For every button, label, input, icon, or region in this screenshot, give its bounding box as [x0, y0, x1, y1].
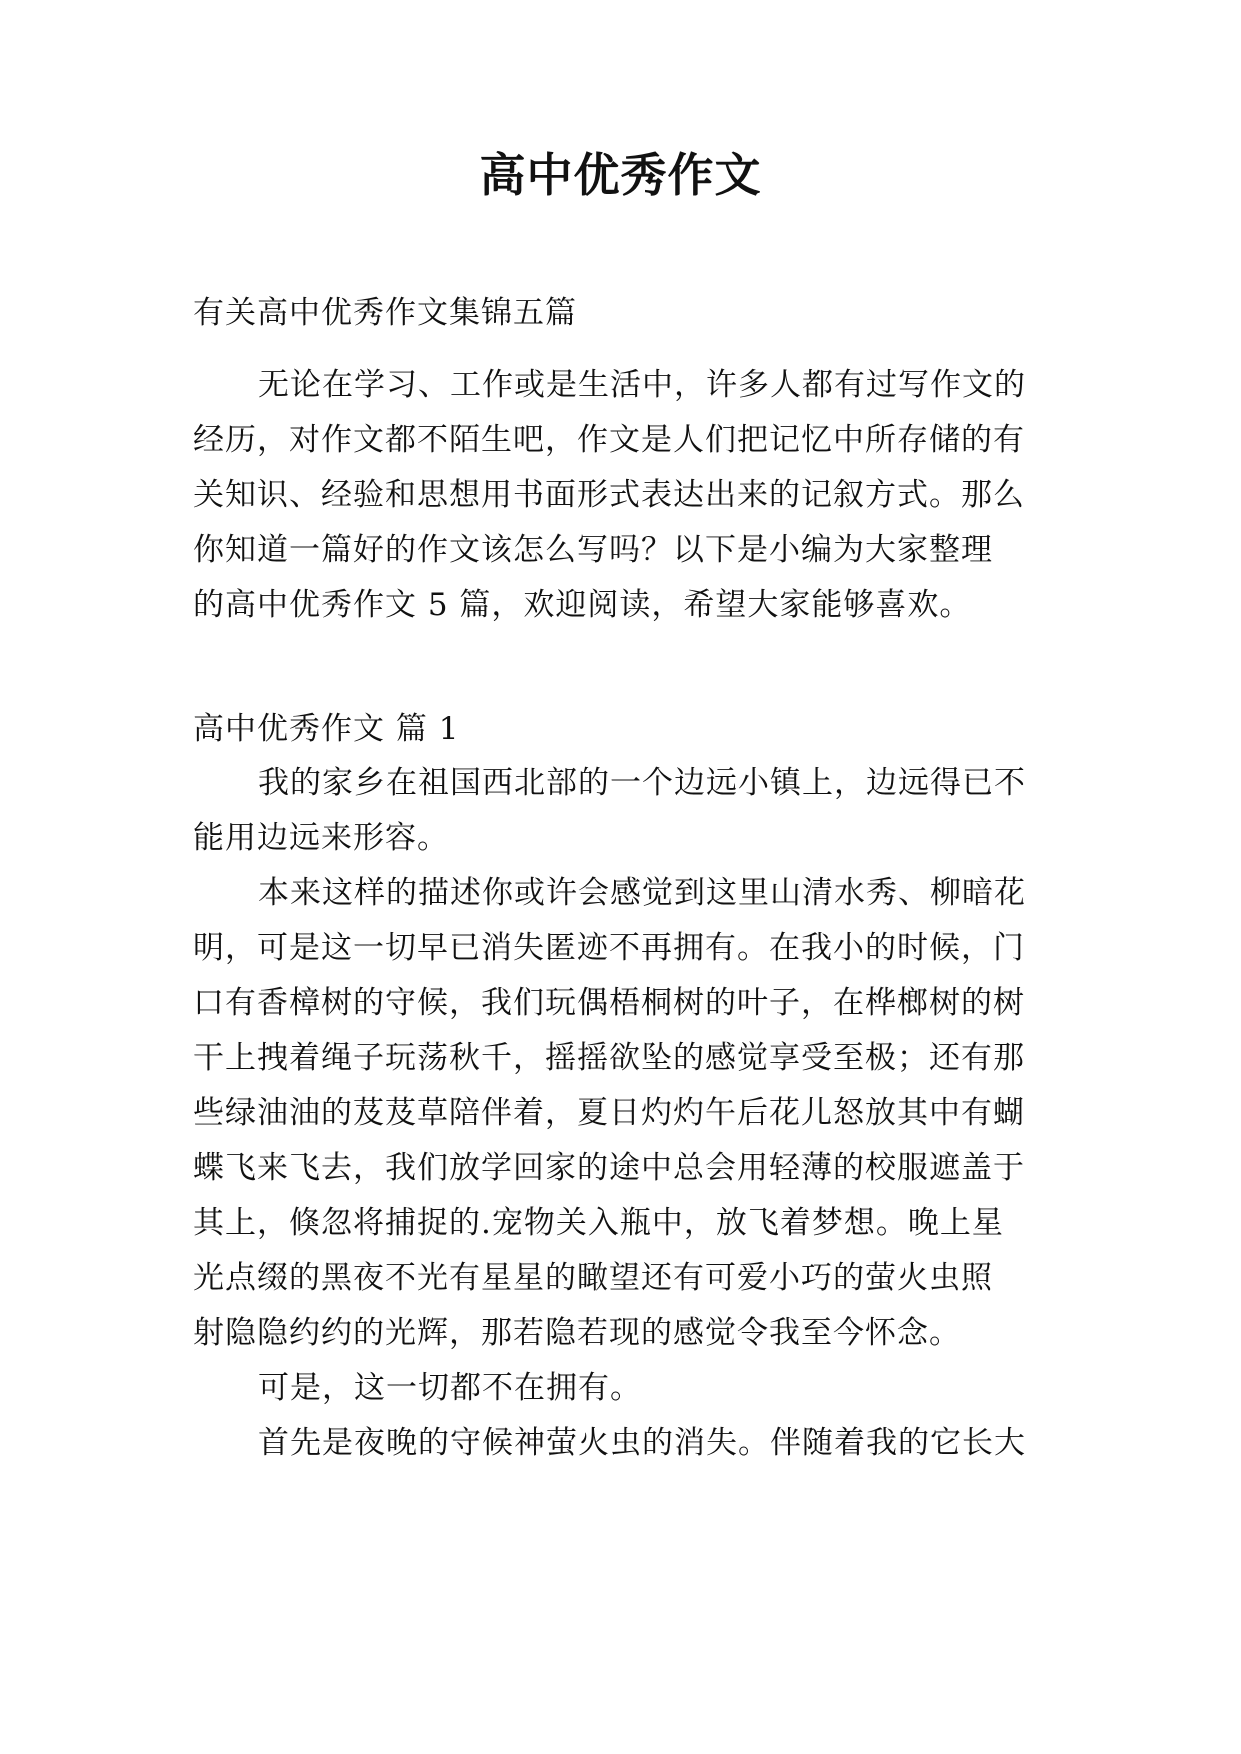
intro-line: 经历，对作文都不陌生吧，作文是人们把记忆中所存储的有 [193, 422, 1025, 458]
intro-line: 无论在学习、工作或是生活中，许多人都有过写作文的 [258, 367, 1026, 403]
section-heading: 高中优秀作文 篇 1 [193, 711, 460, 747]
body-line: 些绿油油的芨芨草陪伴着，夏日灼灼午后花儿怒放其中有蝴 [193, 1095, 1025, 1131]
intro-line: 关知识、经验和思想用书面形式表达出来的记叙方式。那么 [193, 477, 1025, 513]
intro-line: 的高中优秀作文 5 篇，欢迎阅读，希望大家能够喜欢。 [193, 587, 972, 623]
body-line: 明，可是这一切早已消失匿迹不再拥有。在我小的时候，门 [193, 930, 1025, 966]
body-line: 我的家乡在祖国西北部的一个边远小镇上，边远得已不 [258, 765, 1026, 801]
body-line: 其上，倏忽将捕捉的.宠物关入瓶中，放飞着梦想。晚上星 [193, 1205, 1004, 1241]
body-line: 本来这样的描述你或许会感觉到这里山清水秀、柳暗花 [258, 875, 1026, 911]
body-line: 首先是夜晚的守候神萤火虫的消失。伴随着我的它长大 [258, 1425, 1026, 1461]
body-line: 光点缀的黑夜不光有星星的瞰望还有可爱小巧的萤火虫照 [193, 1260, 993, 1296]
body-line: 口有香樟树的守候，我们玩偶梧桐树的叶子，在桦榔树的树 [193, 985, 1025, 1021]
body-line: 能用边远来形容。 [193, 820, 449, 856]
body-line: 蝶飞来飞去，我们放学回家的途中总会用轻薄的校服遮盖于 [193, 1150, 1025, 1186]
body-line: 干上拽着绳子玩荡秋千，摇摇欲坠的感觉享受至极；还有那 [193, 1040, 1025, 1076]
document-subtitle: 有关高中优秀作文集锦五篇 [193, 295, 577, 331]
body-line: 可是，这一切都不在拥有。 [258, 1370, 642, 1406]
body-line: 射隐隐约约的光辉，那若隐若现的感觉令我至今怀念。 [193, 1315, 961, 1351]
intro-line: 你知道一篇好的作文该怎么写吗？以下是小编为大家整理 [193, 532, 993, 568]
document-title: 高中优秀作文 [479, 148, 762, 202]
